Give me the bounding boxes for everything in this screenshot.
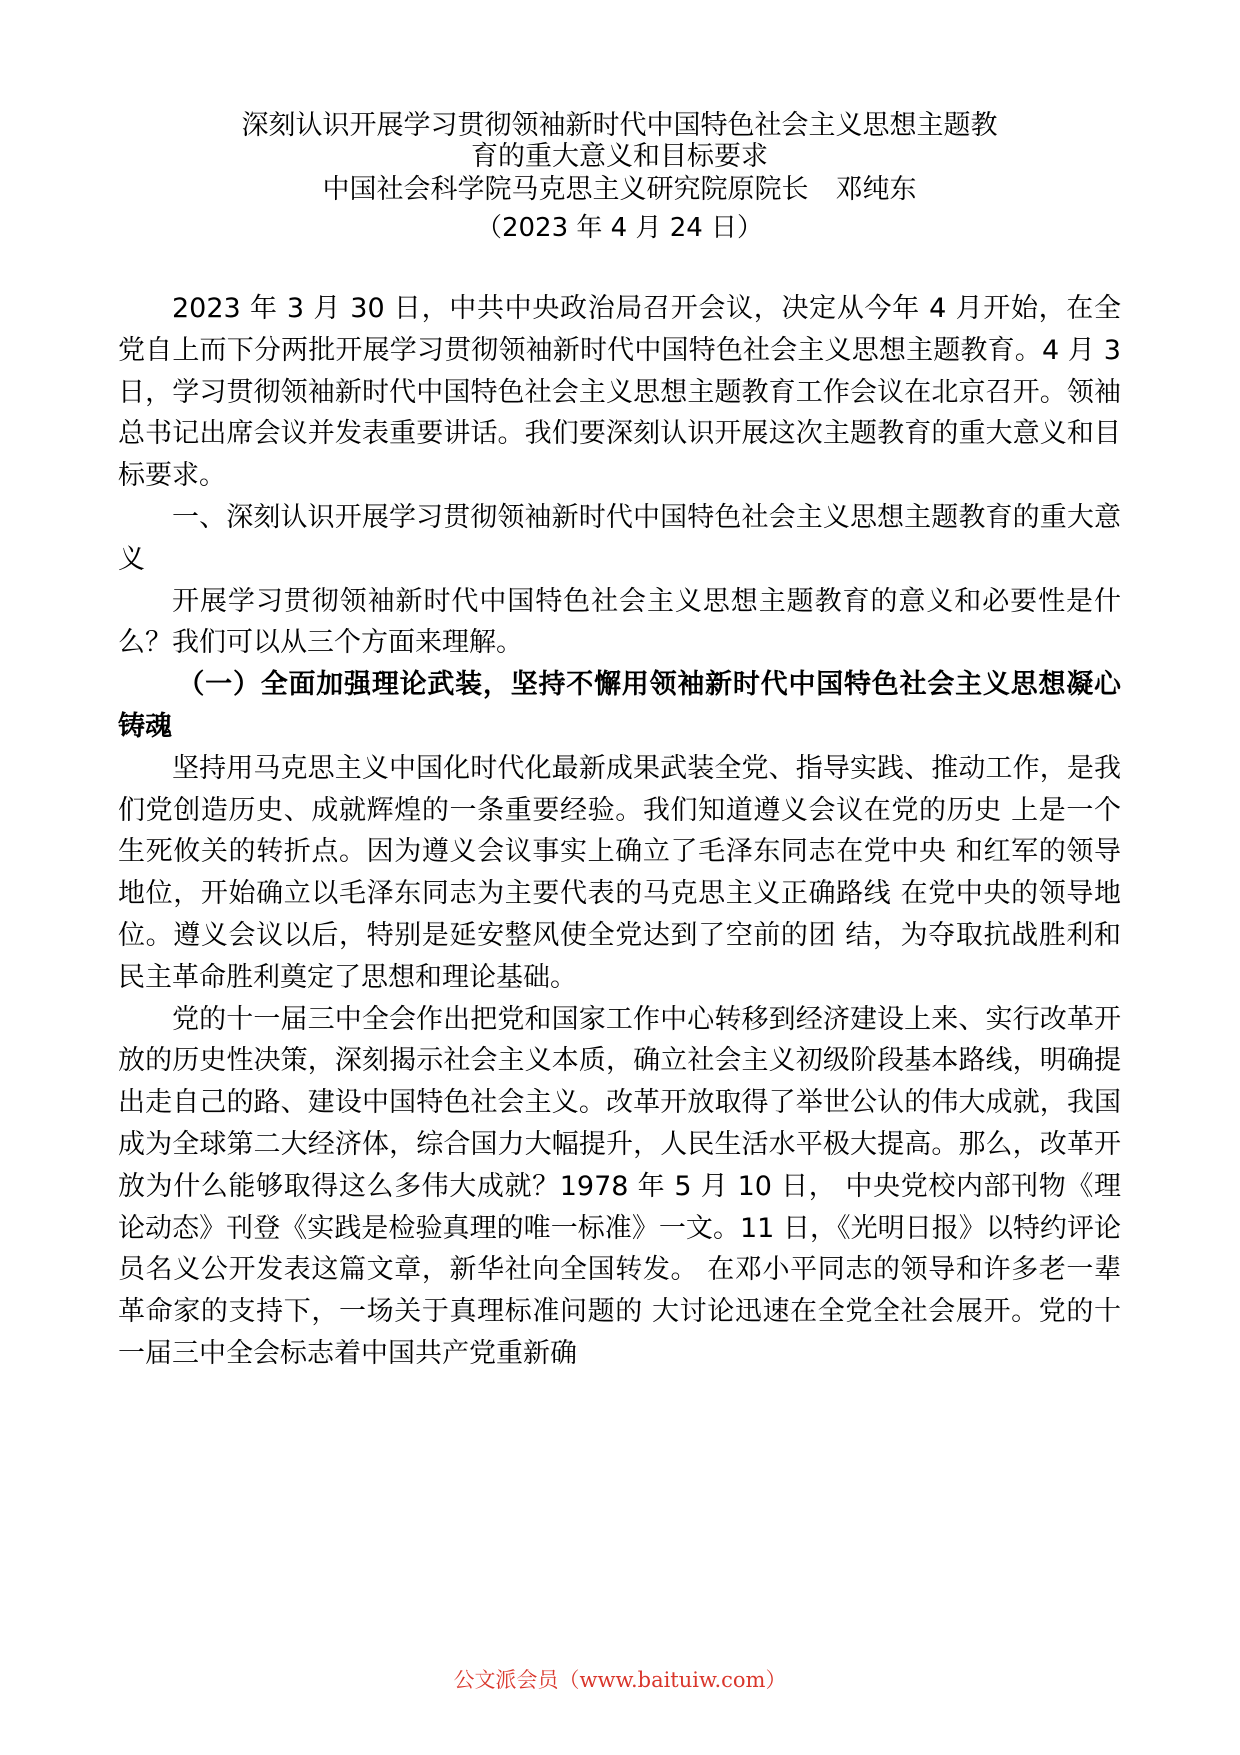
paragraph-question: 开展学习贯彻领袖新时代中国特色社会主义思想主题教育的意义和必要性是什么？我们可以从三个方面来理解。	[118, 585, 1121, 659]
title-block	[240, 110, 1000, 172]
footer-watermark: 公文派会员（www.baituiw.com）	[453, 1668, 787, 1692]
subsection-heading-1: （一）全面加强理论武装，坚持不懈用领袖新时代中国特色社会主义思想凝心铸魂	[118, 669, 1121, 742]
document-page	[118, 110, 1121, 1375]
paragraph-reform: 党的十一届三中全会作出把党和国家工作中心转移到经济建设上来、实行改革开放的历史性决策，深刻揭示社会主义本质，确立社会主义初级阶段基本路线，明确提出走自己的路、建设中国特色社会主义。改革开放取得了举世公认的伟大成就，我国成为全球第二大经济体，综合国力大幅提升，人民生活水平极大提高。那么，改革开放为什么能够取得这么多伟大成就？1978 年 5 月 10 日， 中央党校内部刊物《理论动态》刊登《实践是检验真理的唯一标准》一文。11 日，《光明日报》以特约评论员名义公开发表这篇文章，新华社向全国转发。 在邓小平同志的领导和许多老一辈革命家的支持下，一场关于真理标准问题的 大讨论迅速在全党全社会展开。党的十一届三中全会标志着中国共产党重新确	[118, 1003, 1121, 1369]
paragraph-intro: 2023 年 3 月 30 日，中共中央政治局召开会议，决定从今年 4 月开始，在全党自上而下分两批开展学习贯彻领袖新时代中国特色社会主义思想主题教育。4 月 3 日，学习贯彻领袖新时代中国特色社会主义思想主题教育工作会议在北京召开。领袖总书记出席会议并发表重要讲话。我们要深刻认识开展这次主题教育的重大意义和目标要求。	[118, 293, 1121, 492]
paragraph-zunyi: 坚持用马克思主义中国化时代化最新成果武装全党、指导实践、推动工作，是我们党创造历史、成就辉煌的一条重要经验。我们知道遵义会议在党的历史 上是一个生死攸关的转折点。因为遵义会议事实上确立了毛泽东同志在党中央 和红军的领导地位，开始确立以毛泽东同志为主要代表的马克思主义正确路线 在党中央的领导地位。遵义会议以后，特别是延安整风使全党达到了空前的团 结，为夺取抗战胜利和民主革命胜利奠定了思想和理论基础。	[118, 752, 1121, 993]
section-heading-1: 一、深刻认识开展学习贯彻领袖新时代中国特色社会主义思想主题教育的重大意义	[118, 501, 1121, 575]
document-title: 深刻认识开展学习贯彻领袖新时代中国特色社会主义思想主题教育的重大意义和目标要求	[241, 110, 998, 172]
document-date: （2023 年 4 月 24 日）	[475, 213, 764, 243]
author-line: 中国社会科学院马克思主义研究院原院长 邓纯东	[322, 174, 917, 205]
